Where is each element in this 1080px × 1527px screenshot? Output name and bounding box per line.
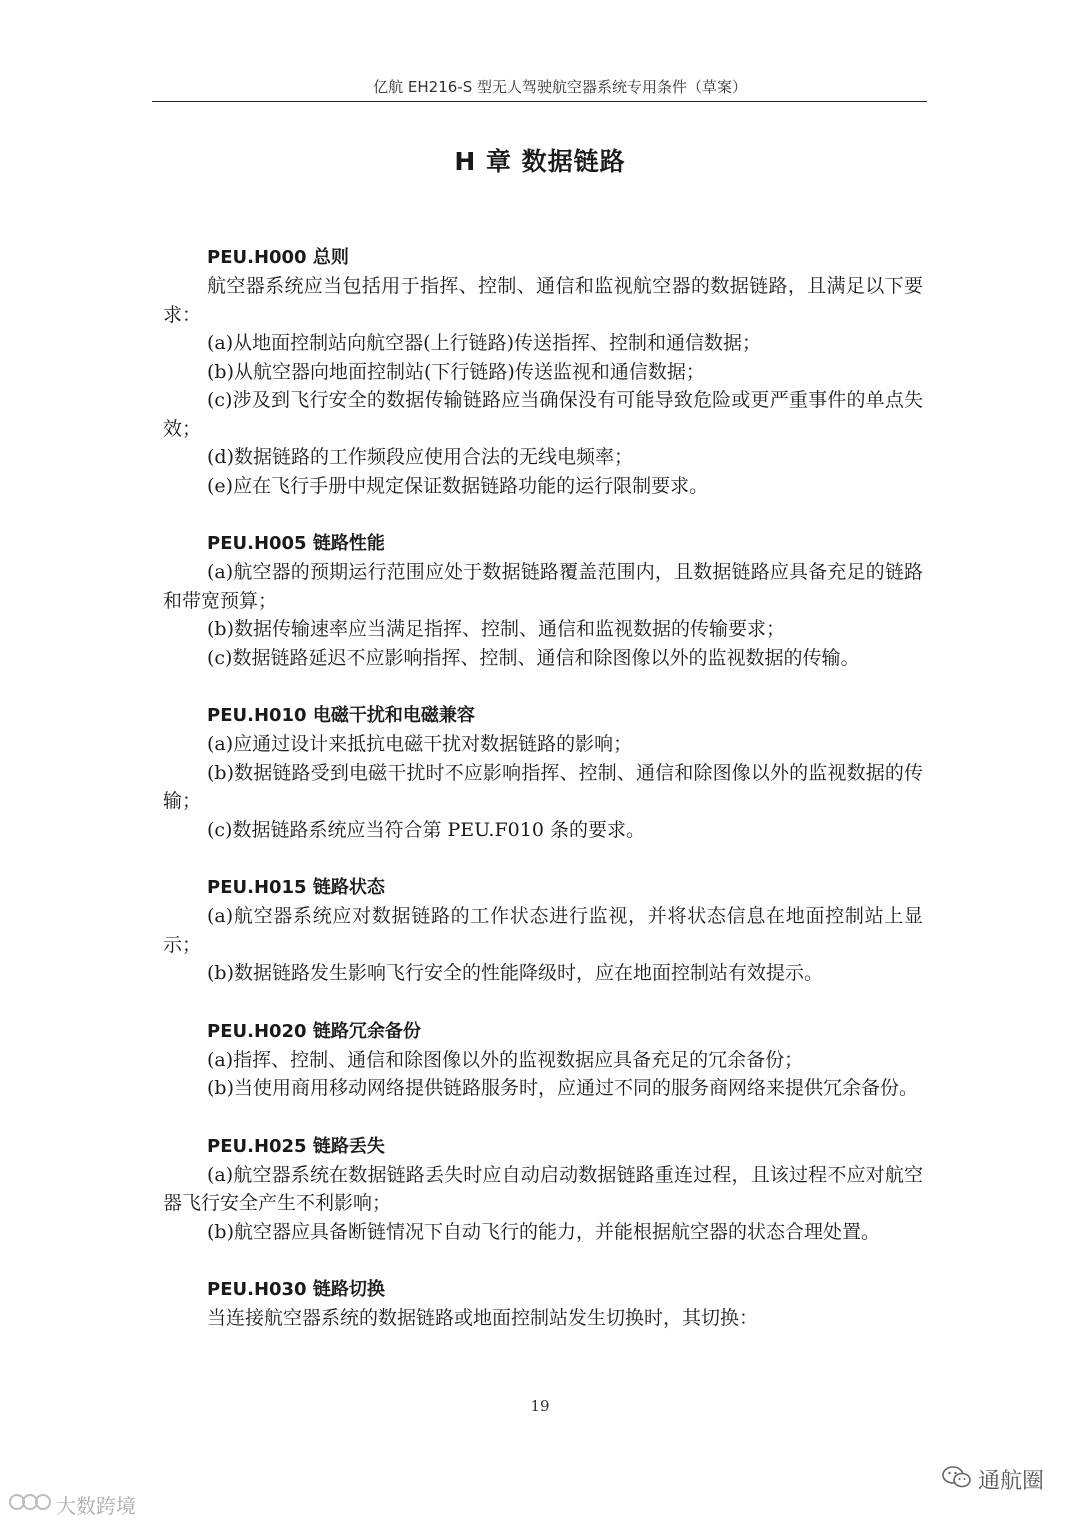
- section-h015: [163, 874, 923, 988]
- paragraph: (b)数据链路发生影响飞行安全的性能降级时，应在地面控制站有效提示。: [207, 962, 823, 984]
- paragraph: (d)数据链路的工作频段应使用合法的无线电频率；: [207, 446, 633, 468]
- paragraph: (b)数据传输速率应当满足指挥、控制、通信和监视数据的传输要求；: [207, 618, 785, 640]
- watermark-left: [8, 1490, 136, 1519]
- section-heading: PEU.H000 总则: [207, 247, 349, 268]
- brand-logo-icon: [8, 1491, 52, 1518]
- paragraph: 航空器系统应当包括用于指挥、控制、通信和监视航空器的数据链路，且满足以下要求：: [163, 275, 923, 326]
- section-heading: PEU.H025 链路丢失: [207, 1135, 385, 1157]
- paragraph: (b)数据链路受到电磁干扰时不应影响指挥、控制、通信和除图像以外的监视数据的传输；: [163, 761, 923, 812]
- section-h010: [163, 702, 923, 844]
- paragraph: (b)当使用商用移动网络提供链路服务时，应通过不同的服务商网络来提供冗余备份。: [207, 1077, 918, 1099]
- paragraph: (c)涉及到飞行安全的数据传输链路应当确保没有可能导致危险或更严重事件的单点失效；: [163, 389, 923, 440]
- paragraph: (a)指挥、控制、通信和除图像以外的监视数据应具备充足的冗余备份；: [207, 1048, 804, 1071]
- paragraph: (a)航空器的预期运行范围应处于数据链路覆盖范围内，且数据链路应具备充足的链路和带宽预算；: [163, 561, 923, 612]
- paragraph: (c)数据链路系统应当符合第 PEU.F010 条的要求。: [207, 818, 645, 841]
- section-heading: PEU.H030 链路切换: [207, 1279, 385, 1300]
- paragraph: (b)从航空器向地面控制站(下行链路)传送监视和通信数据；: [207, 360, 705, 383]
- section-h020: [163, 1018, 923, 1103]
- watermark-right: [942, 1464, 1044, 1495]
- section-heading: PEU.H005 链路性能: [207, 533, 385, 554]
- document-body: [163, 244, 923, 1363]
- section-heading: PEU.H020 链路冗余备份: [207, 1020, 421, 1042]
- paragraph: 当连接航空器系统的数据链路或地面控制站发生切换时，其切换：: [207, 1307, 759, 1329]
- paragraph: (b)航空器应具备断链情况下自动飞行的能力，并能根据航空器的状态合理处置。: [207, 1220, 880, 1243]
- section-h005: [163, 530, 923, 672]
- paragraph: (e)应在飞行手册中规定保证数据链路功能的运行限制要求。: [207, 474, 709, 497]
- paragraph: (a)航空器系统应对数据链路的工作状态进行监视，并将状态信息在地面控制站上显示；: [163, 905, 923, 956]
- section-heading: PEU.H010 电磁干扰和电磁兼容: [207, 705, 475, 726]
- section-h025: [163, 1133, 923, 1247]
- header-divider: [152, 101, 927, 102]
- watermark-text: 大数跨境: [56, 1494, 136, 1518]
- section-h030: [163, 1276, 923, 1333]
- paragraph: (c)数据链路延迟不应影响指挥、控制、通信和除图像以外的监视数据的传输。: [207, 646, 860, 669]
- page-number: 19: [530, 1397, 550, 1415]
- paragraph: (a)航空器系统在数据链路丢失时应自动启动数据链路重连过程，且该过程不应对航空器飞行安全产生不利影响；: [163, 1163, 923, 1214]
- paragraph: (a)应通过设计来抵抗电磁干扰对数据链路的影响；: [207, 733, 633, 755]
- section-h000: [163, 244, 923, 500]
- wechat-icon: [942, 1465, 972, 1495]
- paragraph: (a)从地面控制站向航空器(上行链路)传送指挥、控制和通信数据；: [207, 332, 761, 354]
- watermark-text: 通航圈: [977, 1469, 1044, 1494]
- section-heading: PEU.H015 链路状态: [207, 877, 385, 898]
- chapter-title: H 章 数据链路: [454, 147, 626, 176]
- running-header: 亿航 EH216-S 型无人驾驶航空器系统专用条件（草案）: [373, 78, 747, 96]
